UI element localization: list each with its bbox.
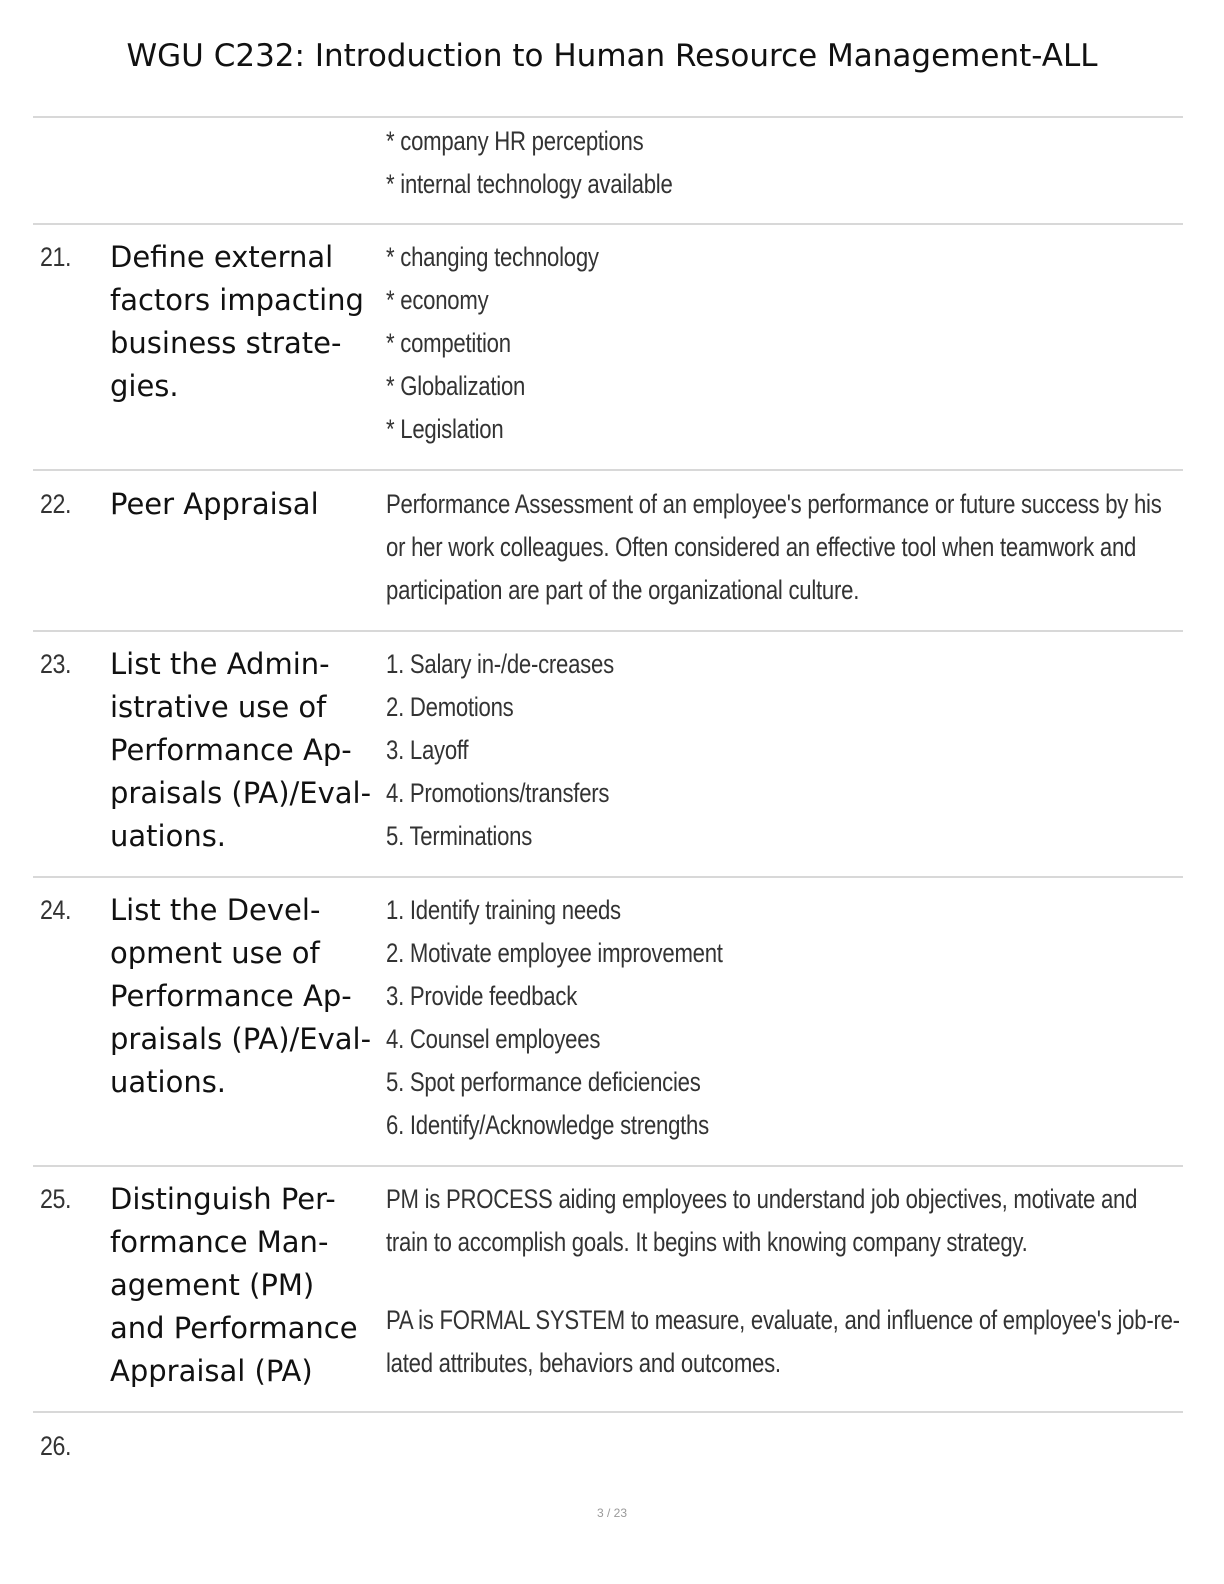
definition-line: or her work colleagues. Often considered an effective tool when teamwork and — [386, 532, 1137, 562]
definition-line: participation are part of the organizational culture. — [386, 575, 860, 605]
card-term — [110, 236, 380, 408]
card-term — [110, 643, 380, 858]
definition-line: * competition — [386, 328, 511, 358]
card-number: 26. — [40, 1431, 72, 1461]
definition-line: 5. Spot performance deficiencies — [386, 1067, 701, 1097]
term-line: Peer Appraisal — [110, 487, 319, 521]
page-title: WGU C232: Introduction to Human Resource Management-ALL — [126, 38, 1098, 74]
term-line: List the Devel- — [110, 893, 321, 927]
definition-line: lated attributes, behaviors and outcomes. — [386, 1348, 781, 1378]
definition-line: 6. Identify/Acknowledge strengths — [386, 1110, 709, 1140]
card-term — [110, 1178, 380, 1393]
term-line: Performance Ap- — [110, 979, 352, 1013]
definition-line: 2. Motivate employee improvement — [386, 938, 723, 968]
term-line: List the Admin- — [110, 647, 330, 681]
definition-line: * economy — [386, 285, 489, 315]
term-line: Appraisal (PA) — [110, 1354, 313, 1388]
card-definition — [386, 889, 1166, 1147]
card-definition — [386, 643, 1166, 858]
term-line: Distinguish Per- — [110, 1182, 336, 1216]
paragraph-gap — [386, 1264, 1166, 1299]
page-indicator: 3 / 23 — [596, 1506, 628, 1520]
card-number: 24. — [40, 895, 72, 925]
term-line: praisals (PA)/Eval- — [110, 776, 372, 810]
divider — [33, 630, 1183, 632]
card-definition — [386, 120, 1166, 206]
definition-line: 4. Promotions/transfers — [386, 778, 610, 808]
term-line: istrative use of — [110, 690, 327, 724]
divider — [33, 876, 1183, 878]
definition-line: 3. Layoff — [386, 735, 469, 765]
card-number: 23. — [40, 649, 72, 679]
definition-line: 5. Terminations — [386, 821, 533, 851]
card-definition — [386, 483, 1166, 612]
definition-line: * company HR perceptions — [386, 126, 644, 156]
divider — [33, 1411, 1183, 1413]
card-term — [110, 483, 380, 526]
divider — [33, 469, 1183, 471]
definition-line: * Legislation — [386, 414, 504, 444]
term-line: formance Man- — [110, 1225, 329, 1259]
definition-line: 3. Provide feedback — [386, 981, 578, 1011]
divider — [33, 223, 1183, 225]
definition-line: PA is FORMAL SYSTEM to measure, evaluate, and influence of employee's job-re- — [386, 1305, 1180, 1335]
divider — [33, 116, 1183, 118]
term-line: gies. — [110, 369, 179, 403]
card-definition — [386, 1178, 1180, 1385]
definition-line: 2. Demotions — [386, 692, 514, 722]
definition-line: train to accomplish goals. It begins with knowing company strategy. — [386, 1227, 1028, 1257]
card-number: 21. — [40, 242, 72, 272]
term-line: factors impacting — [110, 283, 364, 317]
definition-line: * internal technology available — [386, 169, 673, 199]
definition-line: PM is PROCESS aiding employees to understand job objectives, motivate and — [386, 1184, 1138, 1214]
term-line: opment use of — [110, 936, 320, 970]
definition-line: 1. Salary in-/de-creases — [386, 649, 614, 679]
card-number: 22. — [40, 489, 72, 519]
definition-line: 4. Counsel employees — [386, 1024, 601, 1054]
term-line: business strate- — [110, 326, 342, 360]
card-definition — [386, 236, 1166, 451]
term-line: Define external — [110, 240, 334, 274]
card-number: 25. — [40, 1184, 72, 1214]
term-line: Performance Ap- — [110, 733, 352, 767]
definition-line: Performance Assessment of an employee's performance or future success by his — [386, 489, 1162, 519]
card-term — [110, 889, 380, 1104]
term-line: and Performance — [110, 1311, 358, 1345]
term-line: praisals (PA)/Eval- — [110, 1022, 372, 1056]
term-line: uations. — [110, 819, 227, 853]
term-line: agement (PM) — [110, 1268, 315, 1302]
definition-line: * Globalization — [386, 371, 526, 401]
divider — [33, 1165, 1183, 1167]
term-line: uations. — [110, 1065, 227, 1099]
definition-line: * changing technology — [386, 242, 599, 272]
definition-line: 1. Identify training needs — [386, 895, 621, 925]
